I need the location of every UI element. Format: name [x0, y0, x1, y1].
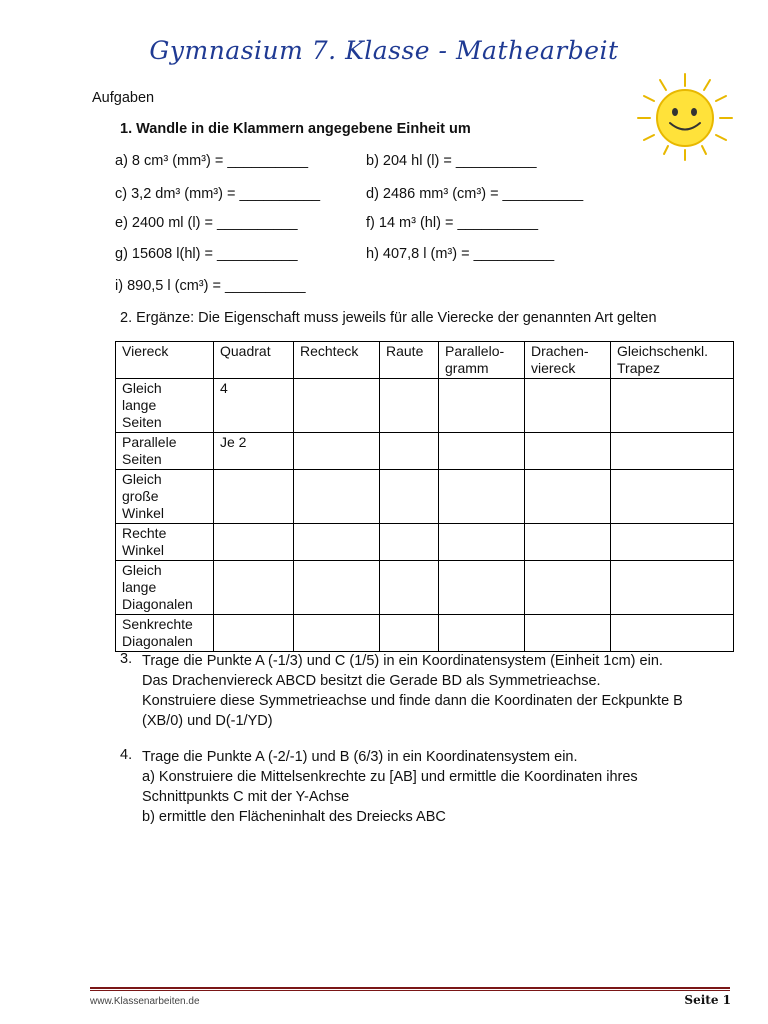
table-cell [611, 470, 734, 524]
row-label: Rechte Winkel [116, 524, 214, 561]
task2-heading: 2. Ergänze: Die Eigenschaft muss jeweils für alle Vierecke der genannten Art gelten [120, 310, 657, 326]
footer-divider [90, 987, 730, 991]
table-cell [439, 379, 525, 433]
table-cell [294, 470, 380, 524]
table-cell [439, 433, 525, 470]
task3-text: Trage die Punkte A (-1/3) und C (1/5) in ein Koordinatensystem (Einheit 1cm) ein. Das Drachenviereck ABCD besitzt die Gerade BD als Symmetrieachse. Konstruiere diese Symmetrieachse und finde dann die Koordinaten der Eckpunkte B (XB/0) und D(-1/YD) [142, 653, 683, 729]
page-number: Seite 1 [684, 993, 731, 1007]
column-header: Gleichschenkl. Trapez [611, 342, 734, 379]
table-cell [525, 561, 611, 615]
table-cell [611, 615, 734, 652]
table-header-row [116, 342, 734, 379]
task1-item-d: d) 2486 mm³ (cm³) = __________ [366, 186, 584, 202]
quadrilateral-properties-table [115, 341, 734, 652]
task1-heading: 1. Wandle in die Klammern angegebene Einheit um [120, 121, 471, 137]
task1-item-i: i) 890,5 l (cm³) = __________ [115, 278, 306, 294]
table-cell [525, 379, 611, 433]
table-row [116, 561, 734, 615]
table-cell [525, 615, 611, 652]
row-label: Gleich lange Diagonalen [116, 561, 214, 615]
table-cell [380, 433, 439, 470]
task1-item-h: h) 407,8 l (m³) = __________ [366, 246, 555, 262]
task1-item-a: a) 8 cm³ (mm³) = __________ [115, 153, 309, 169]
table-cell [380, 615, 439, 652]
table-cell [294, 524, 380, 561]
page-title: Gymnasium 7. Klasse - Mathearbeit [149, 36, 619, 65]
table-cell [439, 470, 525, 524]
table-cell [294, 615, 380, 652]
column-header: Parallelo- gramm [439, 342, 525, 379]
table-cell [611, 561, 734, 615]
table-cell [214, 615, 294, 652]
table-cell [214, 561, 294, 615]
table-cell: Je 2 [214, 433, 294, 470]
row-label: Gleich lange Seiten [116, 379, 214, 433]
task1-item-c: c) 3,2 dm³ (mm³) = __________ [115, 186, 321, 202]
task1-item-g: g) 15608 l(hl) = __________ [115, 246, 298, 262]
table-cell: 4 [214, 379, 294, 433]
task4-number: 4. [120, 747, 133, 763]
section-label: Aufgaben [92, 90, 155, 106]
task3-number: 3. [120, 651, 133, 667]
table-cell [294, 379, 380, 433]
table-cell [214, 470, 294, 524]
task4-text: Trage die Punkte A (-2/-1) und B (6/3) in ein Koordinatensystem ein. a) Konstruiere die Mittelsenkrechte zu [AB] und ermittle die Koordinaten ihres Schnittpunkts C mit der Y-Achse b) ermittle den Flächeninhalt des Dreiecks ABC [142, 749, 638, 825]
row-label: Parallele Seiten [116, 433, 214, 470]
row-label: Senkrechte Diagonalen [116, 615, 214, 652]
table-row [116, 379, 734, 433]
table-cell [294, 561, 380, 615]
footer-url: www.Klassenarbeiten.de [90, 996, 200, 1007]
table-cell [294, 433, 380, 470]
table-cell [214, 524, 294, 561]
table-cell [380, 561, 439, 615]
table-cell [525, 524, 611, 561]
column-header: Drachen- viereck [525, 342, 611, 379]
table-cell [380, 470, 439, 524]
table-cell [439, 615, 525, 652]
column-header: Rechteck [294, 342, 380, 379]
table-cell [611, 524, 734, 561]
table-row [116, 524, 734, 561]
task1-item-b: b) 204 hl (l) = __________ [366, 153, 537, 169]
task1-item-e: e) 2400 ml (l) = __________ [115, 215, 298, 231]
sun-icon [630, 70, 740, 165]
row-label: Gleich große Winkel [116, 470, 214, 524]
table-cell [380, 524, 439, 561]
column-header: Quadrat [214, 342, 294, 379]
table-cell [525, 433, 611, 470]
task1-item-f: f) 14 m³ (hl) = __________ [366, 215, 539, 231]
table-row [116, 433, 734, 470]
table-cell [611, 379, 734, 433]
table-row [116, 470, 734, 524]
table-cell [525, 470, 611, 524]
table-cell [439, 561, 525, 615]
column-header: Raute [380, 342, 439, 379]
column-header: Viereck [116, 342, 214, 379]
table-cell [380, 379, 439, 433]
table-cell [439, 524, 525, 561]
table-cell [611, 433, 734, 470]
table-row [116, 615, 734, 652]
